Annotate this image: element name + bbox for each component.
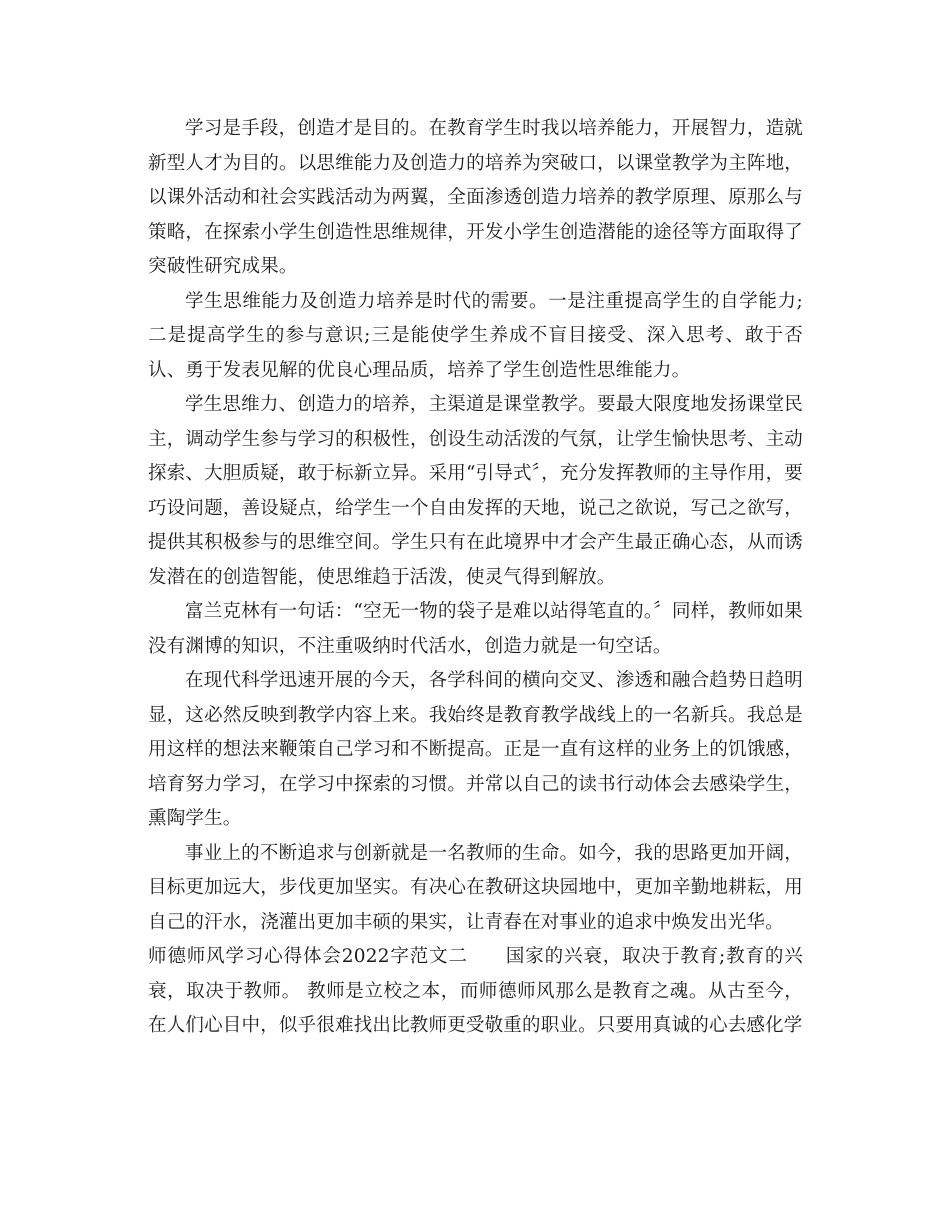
paragraph-2: 学生思维能力及创造力培养是时代的需要。一是注重提高学生的自学能力;二是提高学生的参与意识;三是能使学生养成不盲目接受、深入思考、敢于否认、勇于发表见解的优良心理品质，培养了学生创造性思维能力。	[148, 290, 803, 381]
paragraph-3: 学生思维力、创造力的培养，主渠道是课堂教学。要最大限度地发扬课堂民主，调动学生参与学习的积极性，创设生动活泼的气氛，让学生愉快思考、主动探索、大胆质疑，敢于标新立异。采用“引导式〞，充分发挥教师的主导作用，要巧设问题，善设疑点，给学生一个自由发挥的天地，说己之欲说，写己之欲写，提供其积极参与的思维空间。学生只有在此境界中才会产生最正确心态，从而诱发潜在的创造智能，使思维趋于活泼，使灵气得到解放。	[148, 394, 803, 588]
paragraph-6: 事业上的不断追求与创新就是一名教师的生命。如今，我的思路更加开阔，目标更加远大，步伐更加坚实。有决心在教研这块园地中，更加辛勤地耕耘，用自己的汗水，浇灌出更加丰硕的果实，让青春在对事业的追求中焕发出光华。	[148, 842, 803, 933]
paragraph-5: 在现代科学迅速开展的今天，各学科间的横向交叉、渗透和融合趋势日趋明显，这必然反映到教学内容上来。我始终是教育教学战线上的一名新兵。我总是用这样的想法来鞭策自己学习和不断提高。正是一直有这样的业务上的饥饿感，培育努力学习，在学习中探索的习惯。并常以自己的读书行动体会去感染学生，熏陶学生。	[148, 670, 803, 829]
document-body	[148, 112, 803, 1044]
paragraph-4: 富兰克林有一句话：“空无一物的袋子是难以站得笔直的。〞同样，教师如果没有渊博的知识，不注重吸纳时代活水，创造力就是一句空话。	[148, 601, 803, 657]
section-title: 师德师风学习心得体会2022字范文二	[148, 946, 468, 967]
paragraph-1: 学习是手段，创造才是目的。在教育学生时我以培养能力，开展智力，造就新型人才为目的。以思维能力及创造力的培养为突破口，以课堂教学为主阵地，以课外活动和社会实践活动为两翼，全面渗透创造力培养的教学原理、原那么与策略，在探索小学生创造性思维规律，开发小学生创造潜能的途径等方面取得了突破性研究成果。	[148, 118, 803, 277]
section-paragraph	[148, 940, 803, 1044]
section-text: 国家的兴衰，取决于教育;教育的兴衰，取决于教师。 教师是立校之本，而师德师风那么是教育之魂。从古至今，在人们心目中，似乎很难找出比教师更受敬重的职业。只要用真诚的心去感化学	[148, 946, 803, 1036]
